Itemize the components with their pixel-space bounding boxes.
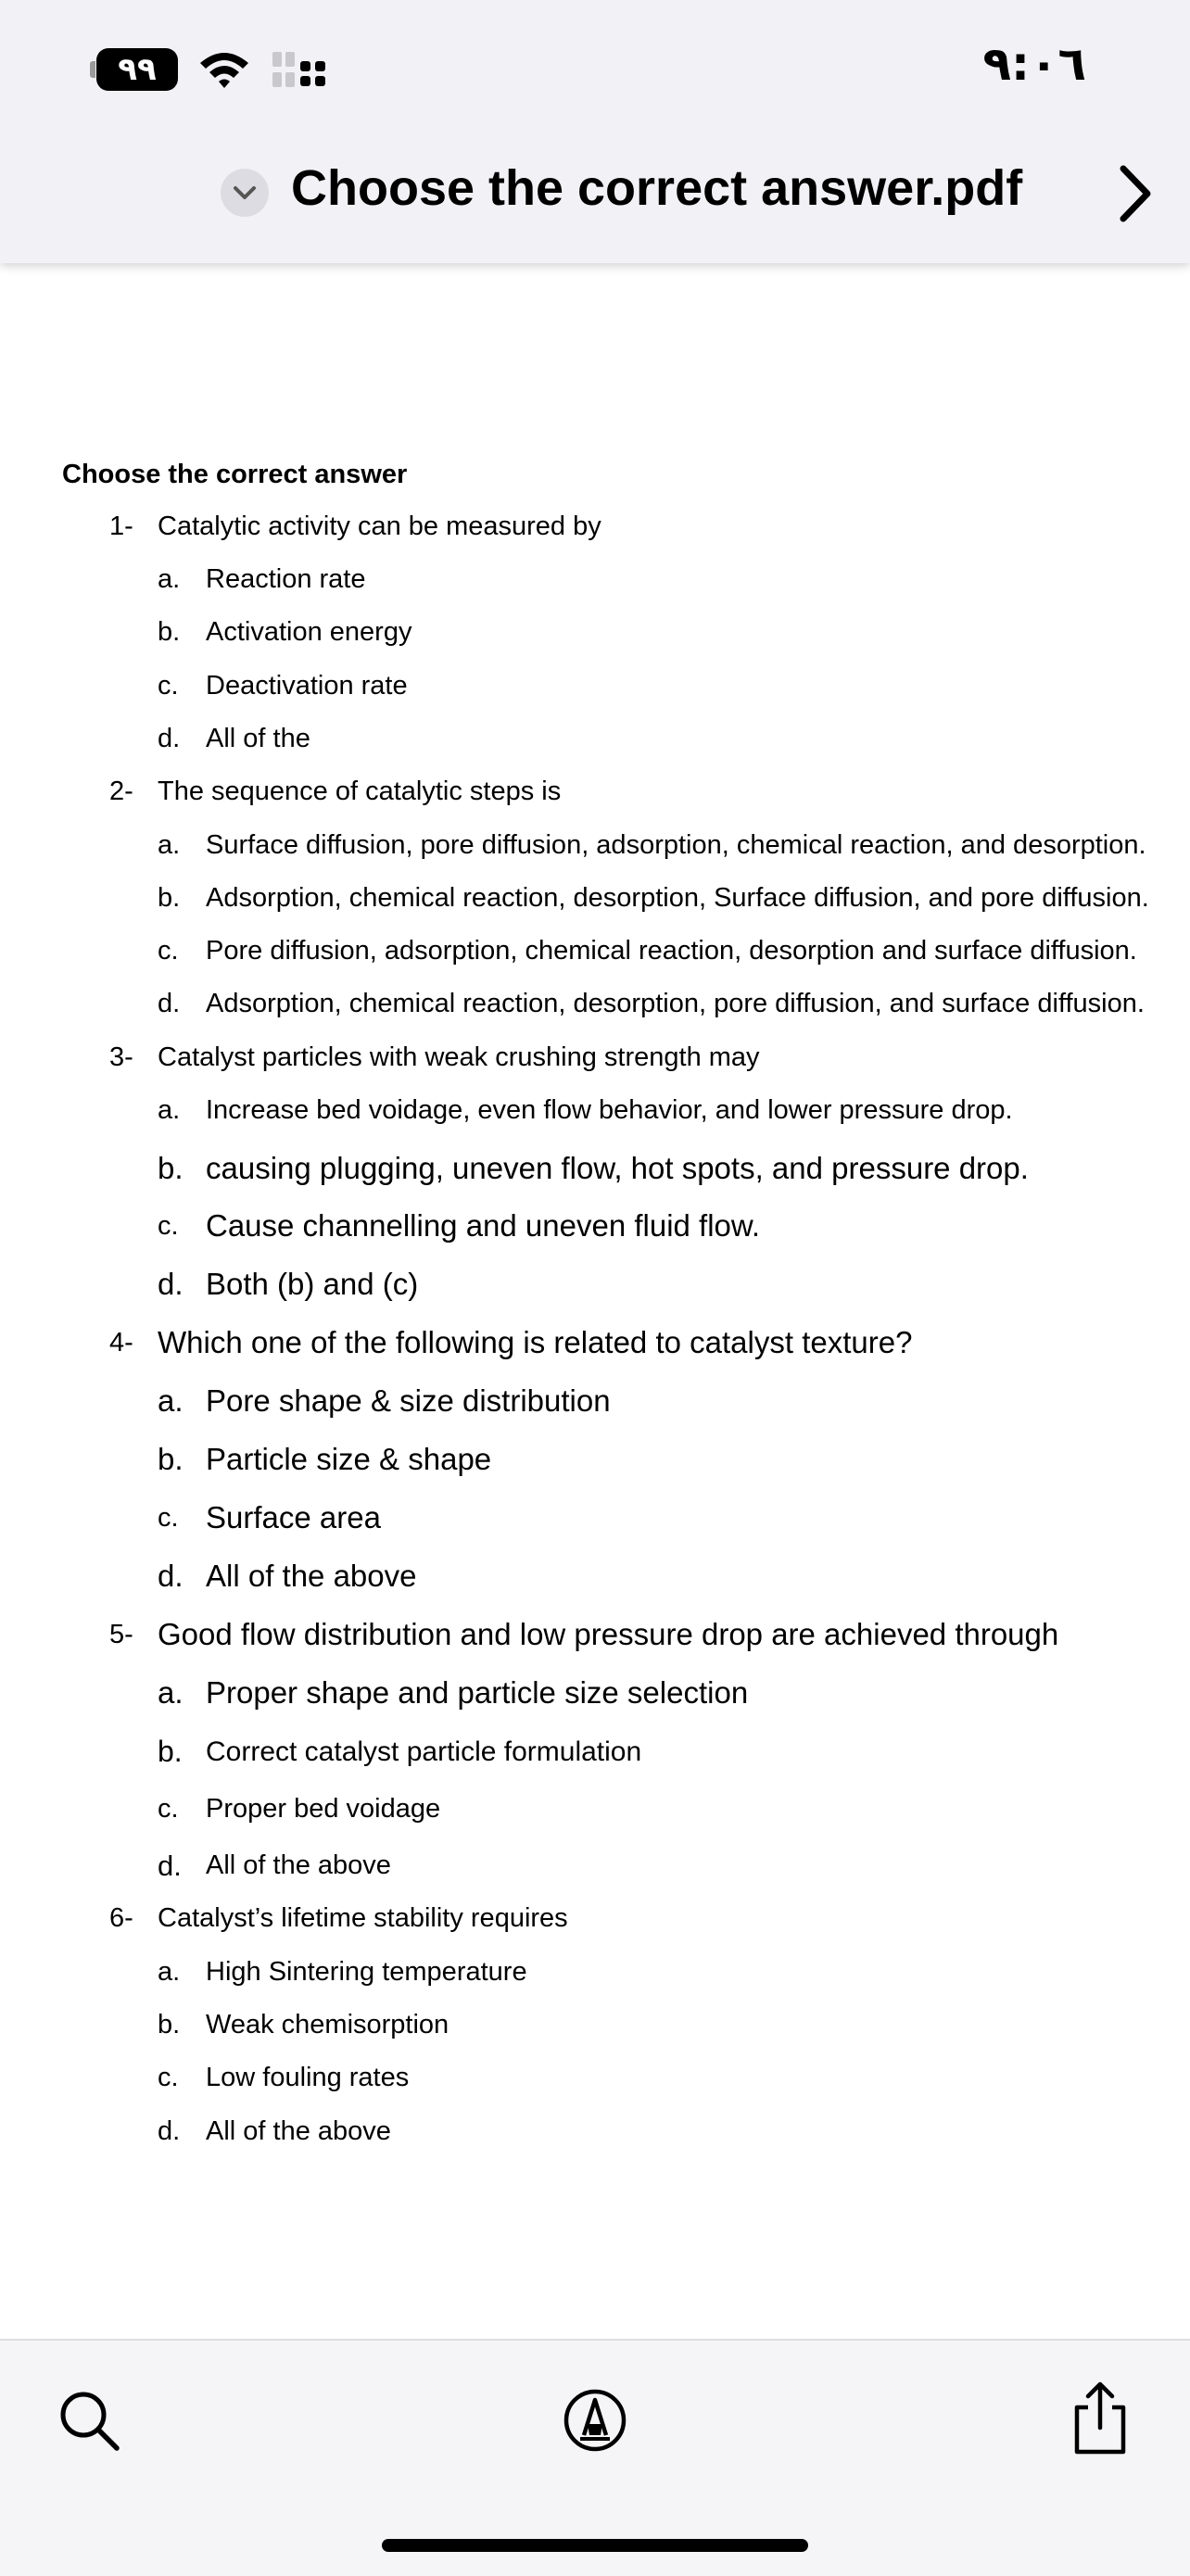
question-6 — [0, 1903, 1190, 1944]
question-number: 6- — [109, 1903, 133, 1933]
option — [0, 989, 1190, 1029]
option-letter: d. — [158, 989, 181, 1018]
option-text: Both (b) and (c) — [206, 1267, 419, 1301]
option-text: Particle size & shape — [206, 1442, 492, 1476]
title-menu-button[interactable] — [221, 169, 269, 217]
option-letter: b. — [158, 1442, 184, 1476]
option-letter: b. — [158, 883, 181, 913]
option-text: Adsorption, chemical reaction, desorption, pore diffusion, and surface diffusion. — [206, 989, 1145, 1018]
option — [0, 1500, 1190, 1541]
share-icon[interactable] — [1068, 2380, 1133, 2457]
option-text: Proper bed voidage — [206, 1794, 441, 1824]
option-letter: c. — [158, 936, 179, 966]
question-text: Catalyst’s lifetime stability requires — [158, 1903, 568, 1933]
option — [0, 830, 1190, 871]
option-text: Reaction rate — [206, 564, 366, 594]
question-number: 5- — [109, 1620, 133, 1649]
option — [0, 1383, 1190, 1424]
option-text: Proper shape and particle size selection — [206, 1675, 749, 1710]
markup-icon[interactable] — [562, 2387, 628, 2454]
question-text: Good flow distribution and low pressure drop are achieved through — [158, 1617, 1059, 1651]
option-letter: d. — [158, 724, 181, 753]
option-text: Pore diffusion, adsorption, chemical reaction, desorption and surface diffusion. — [206, 936, 1137, 966]
option-text: Surface diffusion, pore diffusion, adsorption, chemical reaction, and desorption. — [206, 830, 1146, 860]
option-letter: a. — [158, 1675, 184, 1710]
option-letter: c. — [158, 1503, 179, 1533]
question-text: The sequence of catalytic steps is — [158, 777, 562, 806]
option-text: Surface area — [206, 1500, 381, 1534]
option-letter: d. — [158, 1850, 182, 1882]
option — [0, 1736, 1190, 1777]
option-text: All of the above — [206, 2116, 391, 2146]
option — [0, 1267, 1190, 1307]
search-icon[interactable] — [57, 2389, 122, 2454]
option-text: Deactivation rate — [206, 671, 408, 701]
option-text: Cause channelling and uneven fluid flow. — [206, 1208, 761, 1243]
question-number: 3- — [109, 1042, 133, 1072]
question-1 — [0, 511, 1190, 552]
option — [0, 1442, 1190, 1483]
status-time: ٩:٠٦ — [982, 37, 1086, 91]
option — [0, 564, 1190, 605]
page-heading: Choose the correct answer — [62, 460, 408, 489]
option-letter: d. — [158, 1559, 184, 1593]
option-letter: d. — [158, 2116, 181, 2146]
question-4 — [0, 1325, 1190, 1366]
question-text: Which one of the following is related to catalyst texture? — [158, 1325, 913, 1359]
option-letter: b. — [158, 1735, 183, 1768]
option-letter: a. — [158, 1095, 181, 1125]
question-number: 1- — [109, 511, 133, 541]
option-letter: a. — [158, 1383, 184, 1418]
question-number: 4- — [109, 1328, 133, 1357]
option-text: Correct catalyst particle formulation — [206, 1736, 642, 1767]
option-letter: a. — [158, 1957, 181, 1987]
option — [0, 2010, 1190, 2051]
option — [0, 1794, 1190, 1835]
option-text: High Sintering temperature — [206, 1957, 527, 1987]
option — [0, 1957, 1190, 1998]
option-text: Pore shape & size distribution — [206, 1383, 611, 1418]
wifi-icon — [196, 48, 252, 91]
option-text: causing plugging, uneven flow, hot spots, and pressure drop. — [206, 1151, 1029, 1185]
question-number: 2- — [109, 777, 133, 806]
battery-indicator: ٩٩ — [96, 48, 178, 91]
option-text: All of the above — [206, 1850, 391, 1880]
option-letter: a. — [158, 830, 181, 860]
option-letter: c. — [158, 1794, 179, 1824]
cellular-signal-icon — [271, 48, 337, 93]
document-title[interactable]: Choose the correct answer.pdf — [291, 160, 1023, 216]
pdf-page[interactable] — [0, 263, 1190, 2339]
option — [0, 936, 1190, 977]
option — [0, 617, 1190, 658]
option-text: Increase bed voidage, even flow behavior, and lower pressure drop. — [206, 1095, 1013, 1125]
option-text: Adsorption, chemical reaction, desorption, Surface diffusion, and pore diffusion. — [206, 883, 1149, 913]
question-3 — [0, 1042, 1190, 1083]
option — [0, 671, 1190, 712]
option-letter: b. — [158, 2010, 181, 2039]
option-letter: c. — [158, 671, 179, 701]
option-text: Weak chemisorption — [206, 2010, 449, 2039]
home-indicator[interactable] — [382, 2539, 808, 2552]
bottom-toolbar — [0, 2339, 1190, 2576]
option — [0, 2063, 1190, 2103]
option-letter: c. — [158, 1211, 179, 1241]
option-letter: c. — [158, 2063, 179, 2092]
question-text: Catalyst particles with weak crushing strength may — [158, 1042, 760, 1072]
chevron-down-icon — [233, 183, 257, 202]
option-letter: a. — [158, 564, 181, 594]
question-2 — [0, 777, 1190, 817]
option — [0, 1675, 1190, 1716]
title-row — [0, 154, 1190, 228]
option-text: All of the above — [206, 1559, 417, 1593]
option — [0, 724, 1190, 764]
option-text: Activation energy — [206, 617, 412, 647]
option — [0, 1850, 1190, 1891]
option — [0, 1208, 1190, 1249]
question-5 — [0, 1617, 1190, 1658]
question-text: Catalytic activity can be measured by — [158, 511, 601, 541]
battery-tip — [90, 61, 95, 78]
option-text: All of the — [206, 724, 310, 753]
top-bar — [0, 0, 1190, 263]
chevron-right-icon[interactable] — [1112, 161, 1158, 226]
option-letter: d. — [158, 1267, 184, 1301]
option — [0, 883, 1190, 924]
option-letter: b. — [158, 617, 181, 647]
option-text: Low fouling rates — [206, 2063, 410, 2092]
option-letter: b. — [158, 1151, 184, 1185]
option — [0, 1095, 1190, 1136]
option — [0, 2116, 1190, 2157]
option — [0, 1559, 1190, 1599]
option — [0, 1151, 1190, 1192]
